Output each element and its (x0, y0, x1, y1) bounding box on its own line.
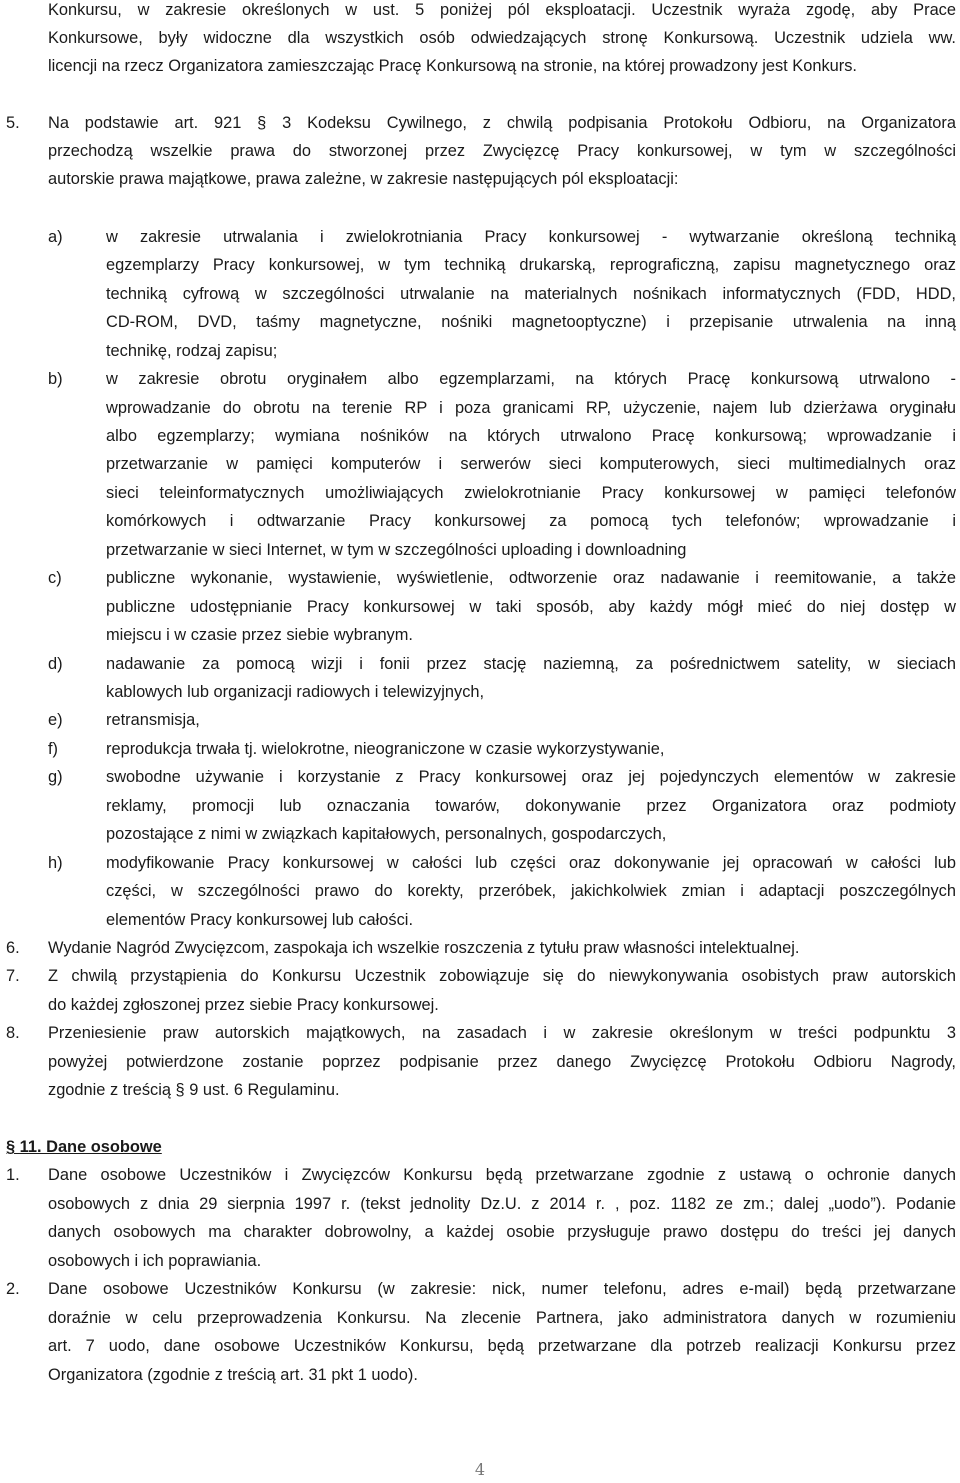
point-5-line-2: przechodzą wszelkie prawa do stworzonej przez Zwycięzcę Pracy konkursowej, w tym w szczególności (48, 142, 956, 160)
point-7-line: do każdej zgłoszonej przez siebie Pracy konkursowej. (48, 996, 439, 1014)
field-d-letter: d) (48, 655, 63, 673)
intro-line-2: Konkursowe, były widoczne dla wszystkich osób odwiedzających stronę Konkursową. Uczestnik udziela ww. (48, 29, 956, 47)
field-h-letter: h) (48, 854, 63, 872)
field-a-line: CD-ROM, DVD, taśmy magnetyczne, nośniki magnetooptyczne) i przepisanie utrwalenia na inną (106, 313, 956, 331)
field-a-letter: a) (48, 228, 63, 246)
section-11-item-2-line: art. 7 uodo, dane osobowe Uczestników Konkursu, będą przetwarzane dla potrzeb realizacji Konkursu przez (48, 1337, 956, 1355)
field-h-line: elementów Pracy konkursowej lub całości. (106, 911, 414, 929)
field-b-line: w zakresie obrotu oryginałem albo egzemplarzami, na których Pracę konkursową utrwalono - (106, 370, 956, 388)
section-11-item-1-line: Dane osobowe Uczestników i Zwycięzców Konkursu będą przetwarzane zgodnie z ustawą o ochronie danych (48, 1166, 956, 1184)
point-5-number: 5. (6, 114, 20, 132)
section-11-item-2-line: doraźnie w celu przeprowadzenia Konkursu. Na zlecenie Partnera, jako administratora danych w rozumieniu (48, 1309, 956, 1327)
point-5-line-1: Na podstawie art. 921 § 3 Kodeksu Cywilnego, z chwilą podpisania Protokołu Odbioru, na Organizatora (48, 114, 956, 132)
field-f-line: reprodukcja trwała tj. wielokrotne, nieograniczone w czasie wykorzystywanie, (106, 740, 665, 758)
section-11-item-1-line: osobowych z dnia 29 sierpnia 1997 r. (tekst jednolity Dz.U. z 2014 r. , poz. 1182 ze zm.; dalej „uodo”). Podanie (48, 1195, 956, 1213)
field-a-line: egzemplarzy Pracy konkursowej, w tym techniką drukarską, reprograficzną, zapisu magnetycznego oraz (106, 256, 956, 274)
section-11-item-1-line: osobowych i ich poprawiania. (48, 1252, 262, 1270)
field-c-letter: c) (48, 569, 62, 587)
field-f-letter: f) (48, 740, 59, 758)
point-6-number: 6. (6, 939, 20, 957)
field-b-line: komórkowych i odtwarzanie Pracy konkursowej za pomocą tych telefonów; wprowadzanie i (106, 512, 956, 530)
field-b-line: przetwarzanie w sieci Internet, w tym w szczególności uploading i downloadning (106, 541, 687, 559)
field-c-line: miejscu i w czasie przez siebie wybranym. (106, 626, 413, 644)
page-number: 4 (474, 1460, 486, 1479)
field-d-line: kablowych lub organizacji radiowych i telewizyjnych, (106, 683, 485, 701)
field-h-line: części, w szczególności prawo do korekty, przeróbek, jakichkolwiek zmian i adaptacji poszczególnych (106, 882, 956, 900)
point-7-number: 7. (6, 967, 20, 985)
point-8-line: zgodnie z treścią § 9 ust. 6 Regulaminu. (48, 1081, 340, 1099)
field-c-line: publiczne wykonanie, wystawienie, wyświetlenie, odtworzenie oraz nadawanie i reemitowanie, a także (106, 569, 956, 587)
point-5-line-3: autorskie prawa majątkowe, prawa zależne, w zakresie następujących pól eksploatacji: (48, 170, 679, 188)
field-d-line: nadawanie za pomocą wizji i fonii przez stację naziemną, za pośrednictwem satelity, w sieciach (106, 655, 956, 673)
point-8-line: Przeniesienie praw autorskich majątkowych, na zasadach i w zakresie określonym w treści podpunktu 3 (48, 1024, 956, 1042)
section-11-item-1-line: danych osobowych ma charakter dobrowolny, a każdej osobie przysługuje prawo dostępu do treści jej danych (48, 1223, 956, 1241)
point-7-line: Z chwilą przystąpienia do Konkursu Uczestnik zobowiązuje się do niewykonywania osobistych praw autorskich (48, 967, 956, 985)
section-11-title: § 11. Dane osobowe (6, 1138, 162, 1156)
field-g-line: swobodne używanie i korzystanie z Pracy konkursowej oraz jej pojedynczych elementów w zakresie (106, 768, 956, 786)
field-a-line: w zakresie utrwalania i zwielokrotniania Pracy konkursowej - wytwarzanie określoną techniką (106, 228, 956, 246)
section-11-heading (6, 1137, 162, 1157)
point-6-line: Wydanie Nagród Zwycięzcom, zaspokaja ich wszelkie roszczenia z tytułu praw własności intelektualnej. (48, 939, 800, 957)
section-11-item-2-line: Organizatora (zgodnie z treścią art. 31 pkt 1 uodo). (48, 1366, 418, 1384)
section-11-item-2-line: Dane osobowe Uczestników Konkursu (w zakresie: nick, numer telefonu, adres e-mail) będą przetwarzane (48, 1280, 956, 1298)
field-e-letter: e) (48, 711, 63, 729)
field-b-line: albo egzemplarzy; wymiana nośników na których utrwalono Pracę konkursową; wprowadzanie i (106, 427, 956, 445)
field-g-letter: g) (48, 768, 63, 786)
field-a-line: techniką cyfrową w szczególności utrwalanie na materialnych nośnikach informatycznych (FDD, HDD, (106, 285, 956, 303)
point-8-number: 8. (6, 1024, 20, 1042)
field-g-line: pozostające z nimi w związkach kapitałowych, personalnych, gospodarczych, (106, 825, 667, 843)
field-e-line: retransmisja, (106, 711, 200, 729)
field-g-line: reklamy, promocji lub oznaczania towarów, dokonywanie przez Organizatora oraz podmioty (106, 797, 956, 815)
field-h-line: modyfikowanie Pracy konkursowej w całości lub części oraz dokonywanie jej opracowań w całości lub (106, 854, 956, 872)
field-b-line: wprowadzanie do obrotu na terenie RP i poza granicami RP, użyczenie, najem lub dzierżawa oryginału (106, 399, 956, 417)
section-11-item-1-number: 1. (6, 1166, 20, 1184)
field-b-line: przetwarzanie w pamięci komputerów i serwerów sieci komputerowych, sieci multimedialnych oraz (106, 455, 956, 473)
field-b-letter: b) (48, 370, 63, 388)
field-c-line: publiczne udostępnianie Pracy konkursowej w taki sposób, aby każdy mógł mieć do niej dostęp w (106, 598, 956, 616)
field-b-line: sieci teleinformatycznych umożliwiających zwielokrotnianie Pracy konkursowej w pamięci telefonów (106, 484, 956, 502)
intro-line-1: Konkursu, w zakresie określonych w ust. 5 poniżej pól eksploatacji. Uczestnik wyraża zgodę, aby Prace (48, 1, 956, 19)
section-11-item-2-number: 2. (6, 1280, 20, 1298)
field-a-line: technikę, rodzaj zapisu; (106, 342, 278, 360)
intro-line-3: licencji na rzecz Organizatora zamieszczając Pracę Konkursową na stronie, na której prowadzony jest Konkurs. (48, 57, 857, 75)
point-8-line: powyżej potwierdzone zostanie poprzez podpisanie przez danego Zwycięzcę Protokołu Odbioru Nagrody, (48, 1053, 956, 1071)
